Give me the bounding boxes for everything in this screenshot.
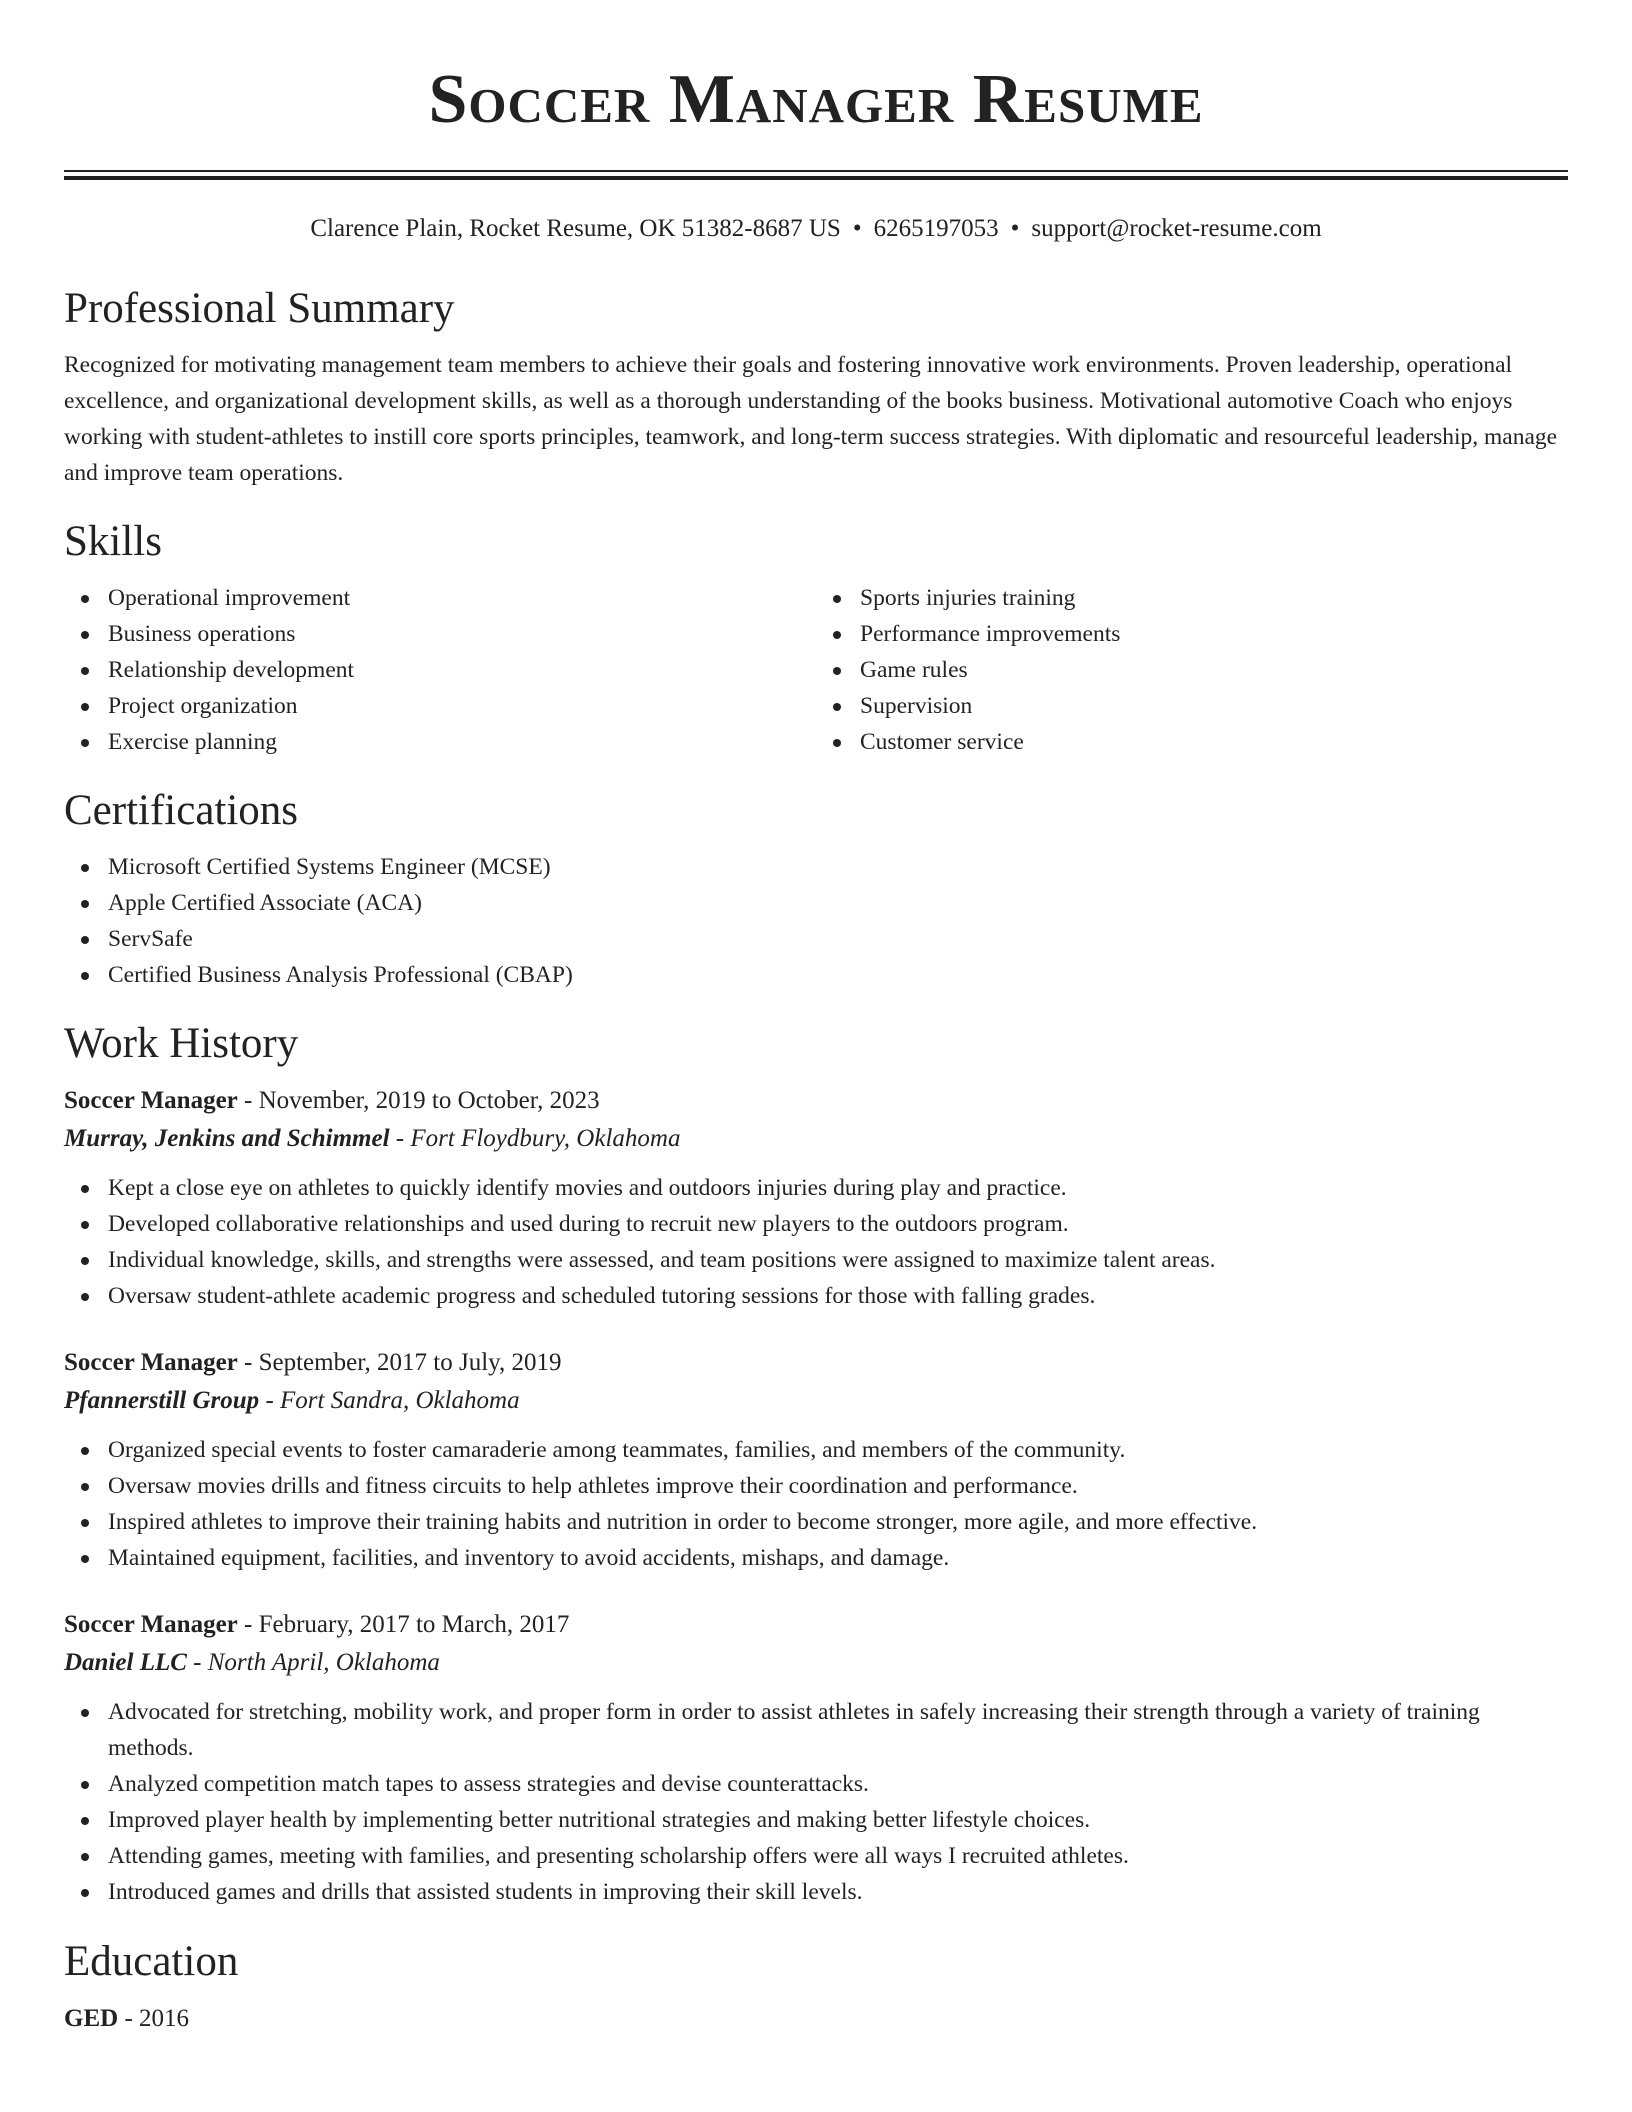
contact-line [64,213,1568,245]
job-entry [64,1606,1568,1910]
job-bullet: Organized special events to foster camaraderie among teammates, families, and members of the community. [108,1432,1568,1468]
certifications-heading: Certifications [64,787,299,834]
work-history-heading: Work History [64,1020,299,1067]
job-location: - Fort Sandra, Oklahoma [259,1387,520,1414]
skill-item: Relationship development [108,652,816,688]
job-dates: - February, 2017 to March, 2017 [237,1611,570,1638]
job-title: Soccer Manager [64,1349,238,1376]
job-title: Soccer Manager [64,1087,238,1114]
skill-item: Project organization [108,688,816,724]
job-bullet: Maintained equipment, facilities, and inventory to avoid accidents, mishaps, and damage. [108,1540,1568,1576]
job-bullet: Introduced games and drills that assisted students in improving their skill levels. [108,1874,1568,1910]
job-dates: - September, 2017 to July, 2019 [237,1349,562,1376]
certification-item: Certified Business Analysis Professional (CBAP) [108,957,1568,993]
summary-heading: Professional Summary [64,285,455,332]
education-degree: GED [64,2005,119,2032]
job-bullet: Oversaw student-athlete academic progress and scheduled tutoring sessions for those with falling grades. [108,1278,1568,1314]
skills-column-right [816,580,1568,760]
job-company-line [64,1644,1568,1682]
contact-phone: 6265197053 [873,215,999,242]
skill-item: Exercise planning [108,724,816,760]
contact-email: support@rocket-resume.com [1031,215,1322,242]
job-entry [64,1082,1568,1314]
job-entry [64,1344,1568,1576]
job-title: Soccer Manager [64,1611,238,1638]
job-bullet: Advocated for stretching, mobility work, and proper form in order to assist athletes in safely increasing their strength through a variety of training methods. [108,1694,1568,1766]
job-bullet: Kept a close eye on athletes to quickly identify movies and outdoors injuries during play and practice. [108,1170,1568,1206]
certifications-list [64,849,1568,993]
job-bullet: Individual knowledge, skills, and strengths were assessed, and team positions were assigned to maximize talent areas. [108,1242,1568,1278]
skill-item: Performance improvements [860,616,1568,652]
skill-item: Customer service [860,724,1568,760]
job-location: - Fort Floydbury, Oklahoma [389,1125,681,1152]
job-company-line [64,1382,1568,1420]
job-bullets [64,1694,1568,1910]
job-bullets [64,1432,1568,1576]
job-bullet: Oversaw movies drills and fitness circuits to help athletes improve their coordination and performance. [108,1468,1568,1504]
certification-item: Microsoft Certified Systems Engineer (MCSE) [108,849,1568,885]
job-company: Murray, Jenkins and Schimmel [64,1125,390,1152]
summary-text: Recognized for motivating management team members to achieve their goals and fostering innovative work environments. Proven leadership, operational excellence, and organizational development skills, as well as a thorough understanding of the books business. Motivational automotive Coach who enjoys working with student-athletes to instill core sports principles, teamwork, and long-term success strategies. With diplomatic and resourceful leadership, manage and improve team operations. [64,352,1558,486]
education-year: - 2016 [118,2005,190,2032]
title-divider [64,170,1568,180]
contact-separator: • [852,215,862,242]
job-bullet: Attending games, meeting with families, and presenting scholarship offers were all ways I recruited athletes. [108,1838,1568,1874]
job-title-line [64,1606,1568,1644]
page-title: Soccer Manager Resume [428,61,1204,138]
skills-list [64,580,1568,760]
education-heading: Education [64,1938,239,1985]
job-company: Pfannerstill Group [64,1387,260,1414]
job-dates: - November, 2019 to October, 2023 [237,1087,600,1114]
skill-item: Business operations [108,616,816,652]
certification-item: Apple Certified Associate (ACA) [108,885,1568,921]
job-title-line [64,1344,1568,1382]
job-location: - North April, Oklahoma [186,1649,440,1676]
job-bullet: Analyzed competition match tapes to assess strategies and devise counterattacks. [108,1766,1568,1802]
job-bullet: Improved player health by implementing better nutritional strategies and making better lifestyle choices. [108,1802,1568,1838]
job-bullet: Inspired athletes to improve their training habits and nutrition in order to become stronger, more agile, and more effective. [108,1504,1568,1540]
job-bullet: Developed collaborative relationships and used during to recruit new players to the outdoors program. [108,1206,1568,1242]
skill-item: Operational improvement [108,580,816,616]
job-company-line [64,1120,1568,1158]
contact-address: Clarence Plain, Rocket Resume, OK 51382-8687 US [310,215,841,242]
job-company: Daniel LLC [64,1649,187,1676]
job-bullets [64,1170,1568,1314]
skills-heading: Skills [64,518,162,565]
resume-page [64,0,1568,2038]
skill-item: Game rules [860,652,1568,688]
certification-item: ServSafe [108,921,1568,957]
skill-item: Sports injuries training [860,580,1568,616]
job-title-line [64,1082,1568,1120]
contact-separator: • [1010,215,1020,242]
education-entry [64,2000,1568,2038]
skills-column-left [64,580,816,760]
skill-item: Supervision [860,688,1568,724]
